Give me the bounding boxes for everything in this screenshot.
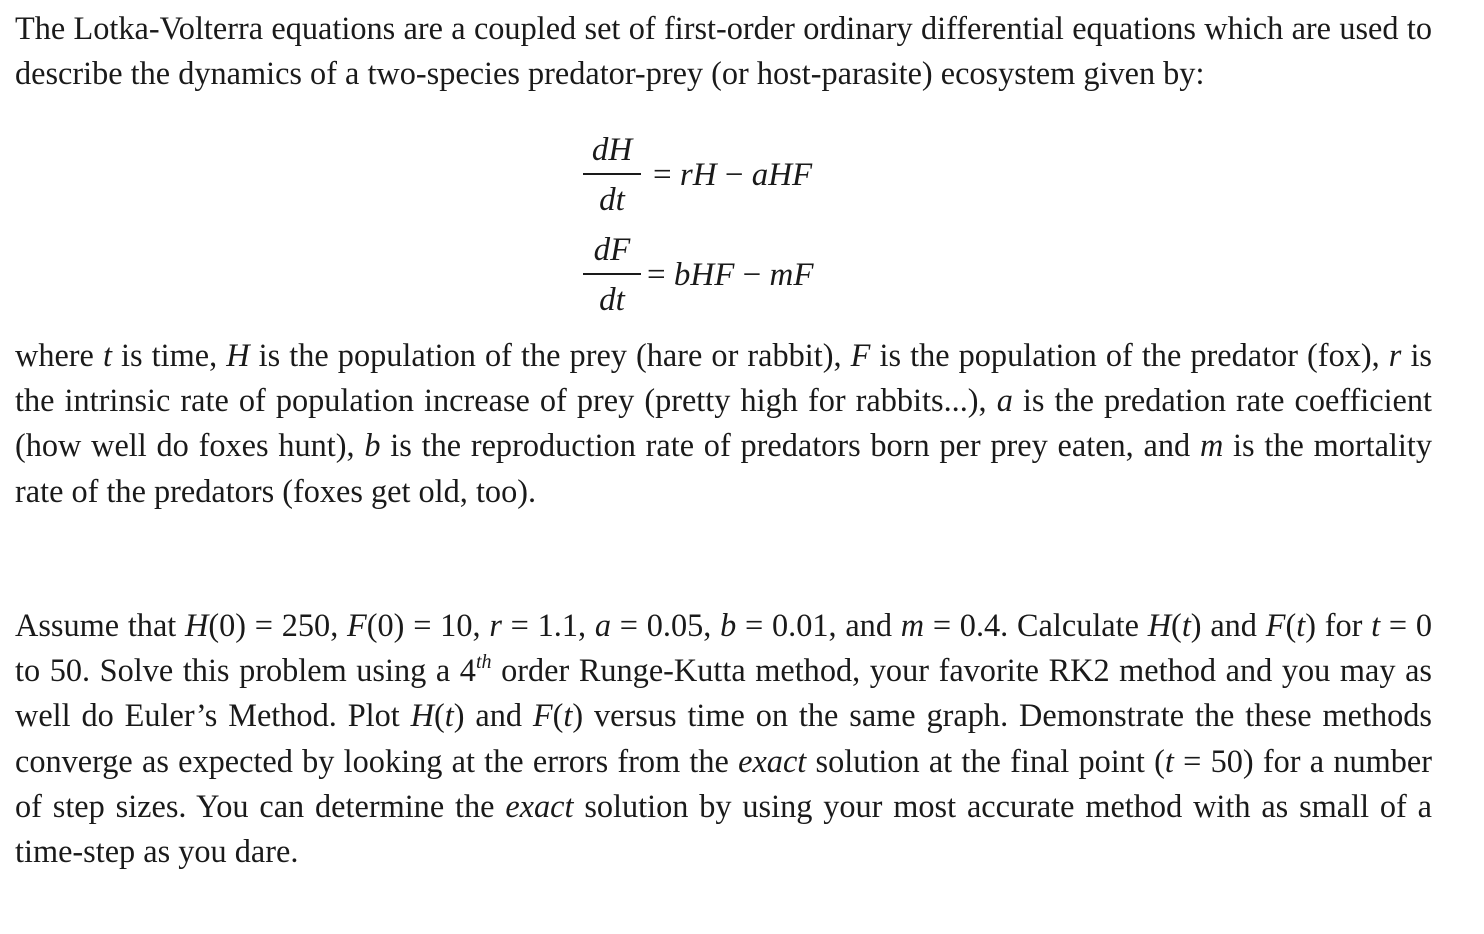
- equals-sign: =: [647, 257, 666, 293]
- math-var: b: [364, 427, 381, 464]
- equation-rhs: [653, 155, 812, 195]
- text-run: where: [15, 337, 103, 373]
- text-run: (0) = 250,: [208, 607, 348, 643]
- text-run: = 0.4. Calculate: [924, 607, 1148, 643]
- rhs-term: bHF: [673, 257, 735, 293]
- text-run: is the predation rate coefficient (how well do foxes hunt),: [15, 382, 1432, 464]
- minus-sign: −: [742, 257, 762, 293]
- text-run: Assume that: [15, 607, 186, 643]
- math-var: b: [720, 607, 737, 643]
- rhs-term: mF: [769, 257, 814, 293]
- fraction-dh-dt: [583, 130, 641, 220]
- equals-sign: =: [653, 157, 672, 193]
- definitions-paragraph: [15, 333, 1432, 514]
- fraction-denominator: dt: [599, 282, 625, 318]
- fraction-numerator: dH: [591, 132, 633, 168]
- text-run: is time,: [111, 337, 227, 373]
- minus-sign: −: [724, 157, 744, 193]
- emphasis: exact: [505, 787, 574, 824]
- math-var: a: [594, 607, 611, 643]
- task-paragraph: [15, 603, 1432, 874]
- math-var: t: [1164, 742, 1174, 779]
- text-run: (0) = 10,: [366, 607, 490, 643]
- math-var: t: [1371, 607, 1381, 643]
- math-var: H: [1147, 607, 1172, 643]
- math-var: a: [996, 382, 1013, 419]
- math-var: t: [1181, 607, 1191, 643]
- text-run: ) and: [453, 697, 533, 734]
- math-var: m: [1199, 427, 1224, 464]
- text-run: = 0.05,: [611, 607, 721, 643]
- text-run: is the population of the predator (fox),: [870, 337, 1389, 373]
- math-var: F: [532, 697, 553, 734]
- text-run: order Runge-Kutta method, your favorite RK2 method and you may as well do Euler’s Method. Plot: [15, 652, 1432, 734]
- math-var: H: [410, 697, 434, 734]
- superscript: th: [475, 651, 492, 674]
- text-run: ) and: [1190, 607, 1266, 643]
- text-run: is the mortality rate of the predators (foxes get old, too).: [15, 427, 1433, 509]
- math-var: H: [226, 337, 250, 373]
- fraction-denominator: dt: [599, 182, 625, 218]
- text-run: = 0.01, and: [736, 607, 901, 643]
- text-run: ): [572, 697, 584, 734]
- math-var: H: [185, 607, 209, 643]
- equation-rhs: [647, 255, 814, 295]
- rhs-term: rH: [679, 157, 717, 193]
- math-var: t: [102, 337, 112, 373]
- text-run: (: [1285, 607, 1297, 643]
- rhs-term: aHF: [751, 157, 813, 193]
- text-run: is the population of the prey (hare or rabbit),: [249, 337, 851, 373]
- math-var: t: [563, 697, 573, 734]
- text-run: ) for: [1305, 607, 1372, 643]
- emphasis: exact: [738, 742, 807, 779]
- math-var: r: [489, 607, 502, 643]
- math-var: F: [347, 607, 367, 643]
- text-run: is the reproduction rate of predators born per prey eaten, and: [380, 427, 1200, 464]
- math-var: m: [900, 607, 925, 643]
- fraction-df-dt: [583, 230, 641, 320]
- math-var: t: [444, 697, 454, 734]
- text-run: = 1.1,: [501, 607, 595, 643]
- text-run: is the intrinsic rate of population increase of prey (pretty high for rabbits...),: [15, 337, 1432, 419]
- fraction-bar: [583, 173, 641, 175]
- text-run: (: [1171, 607, 1182, 643]
- math-var: F: [850, 337, 871, 373]
- math-var: t: [1296, 607, 1306, 643]
- text-run: solution by using your most accurate method with as small of a time-step as you dare.: [15, 787, 1432, 870]
- math-var: r: [1388, 337, 1402, 373]
- fraction-numerator: dF: [593, 232, 631, 268]
- intro-text: The Lotka-Volterra equations are a coupled set of first-order ordinary differential equations which are used to describe the dynamics of a two-species predator-prey (or host-parasite) ecosystem given by:: [15, 10, 1432, 92]
- text-run: solution at the final point (: [806, 742, 1165, 779]
- text-run: versus time on the same graph. Demonstrate the these methods converge as expected by looking at the errors from the: [15, 697, 1432, 779]
- fraction-bar: [583, 273, 641, 275]
- text-run: = 50) for a number of step sizes. You can determine the: [15, 742, 1433, 824]
- intro-paragraph: [15, 6, 1432, 96]
- text-run: (: [433, 697, 445, 734]
- text-run: (: [552, 697, 564, 734]
- math-var: F: [1265, 607, 1286, 643]
- text-run: = 0 to 50. Solve this problem using a 4: [15, 607, 1433, 689]
